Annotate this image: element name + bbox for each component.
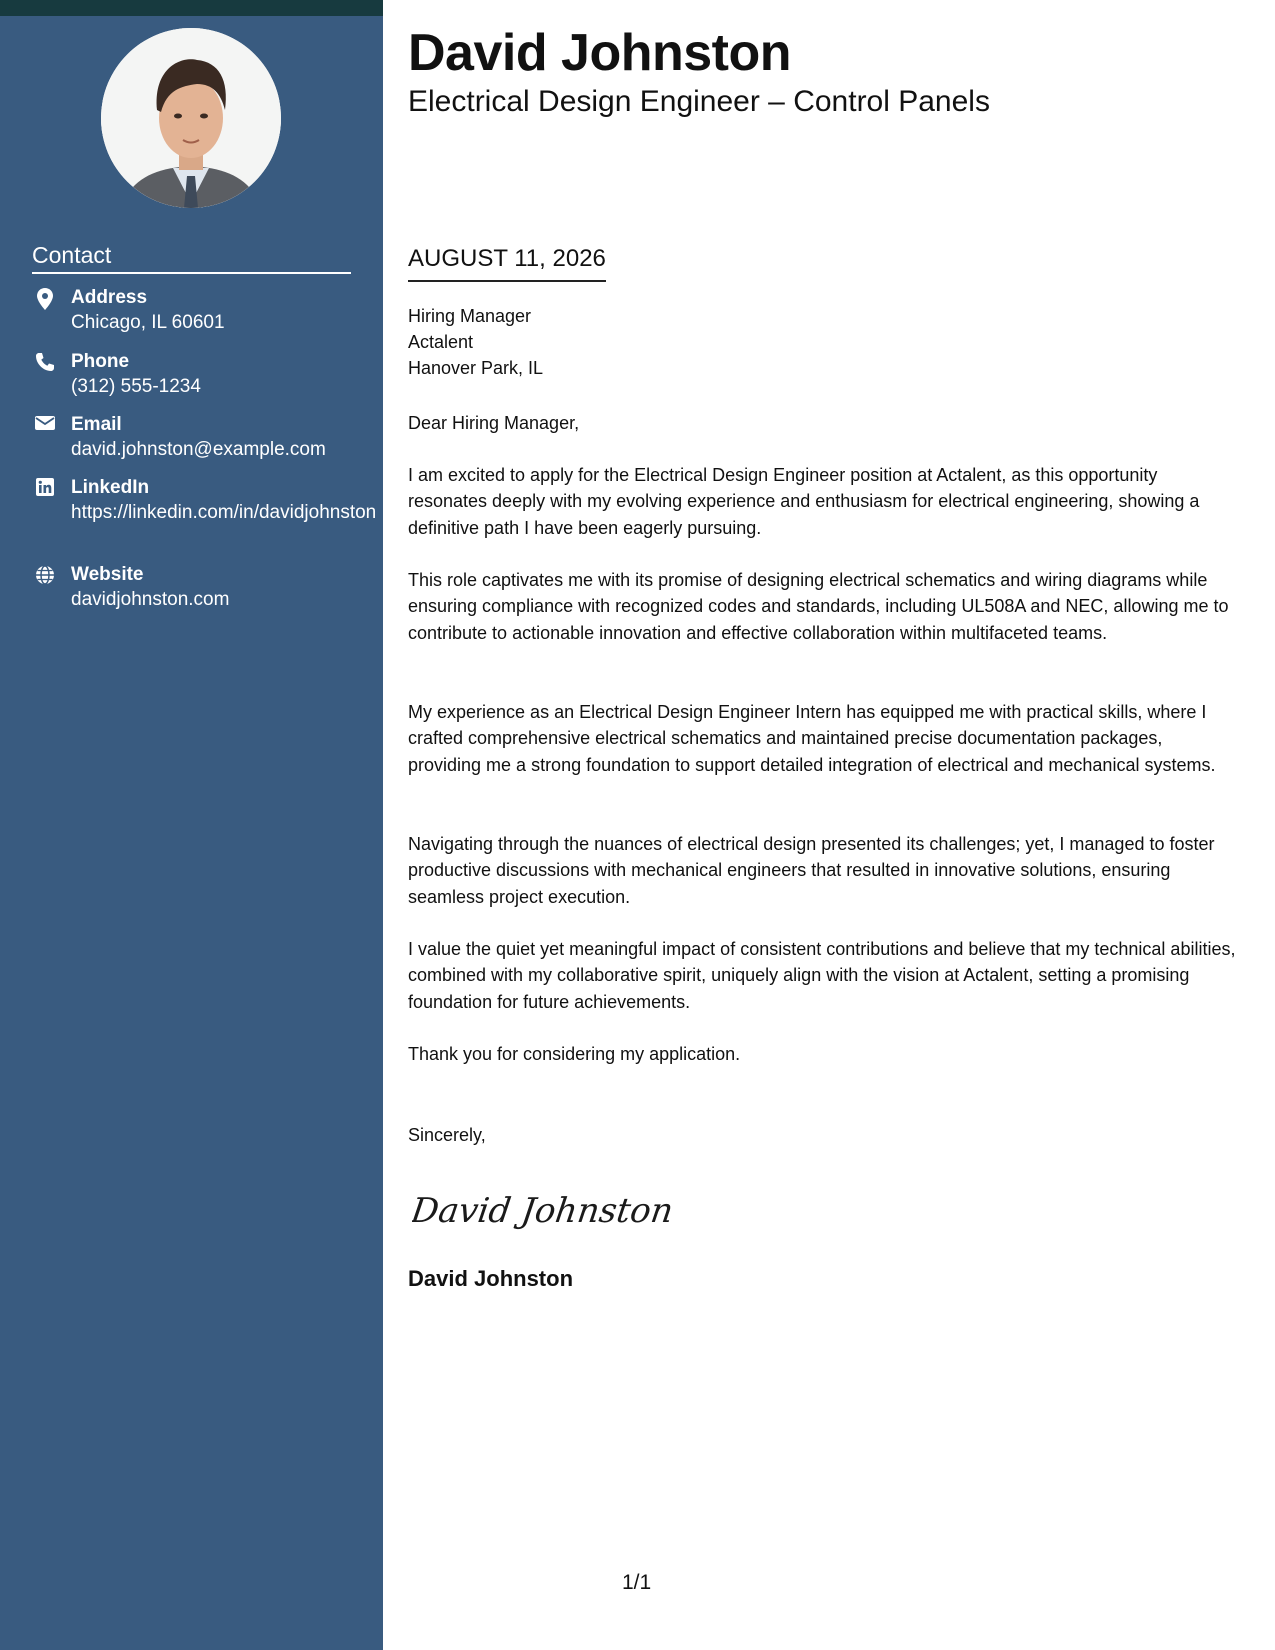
salutation: Dear Hiring Manager,: [408, 413, 580, 433]
globe-icon: [32, 565, 58, 587]
recipient-line: Actalent: [408, 332, 474, 352]
signer-name: David Johnston: [408, 1266, 574, 1291]
contact-value[interactable]: https://linkedin.com/in/davidjohnston: [71, 502, 377, 523]
letter-date: AUGUST 11, 2026: [408, 244, 606, 282]
recipient-line: Hanover Park, IL: [408, 358, 544, 378]
linkedin-icon: [32, 478, 58, 500]
contact-value[interactable]: davidjohnston.com: [71, 589, 230, 610]
body-paragraph: My experience as an Electrical Design Engineer Intern has equipped me with practical skills, where I crafted comprehensive electrical schematics and maintained precise documentation packages, providing me a strong foundation to support detailed integration of electrical and mechanical systems.: [408, 702, 1216, 775]
body-paragraph: Navigating through the nuances of electrical design presented its challenges; yet, I managed to foster productive discussions with mechanical engineers that resulted in innovative solutions, ensuring seamless project execution.: [408, 834, 1215, 907]
sidebar: [0, 0, 383, 1650]
contact-value: david.johnston@example.com: [71, 439, 326, 460]
closing: Sincerely,: [408, 1125, 486, 1145]
applicant-name: David Johnston: [408, 24, 792, 82]
contact-value: (312) 555-1234: [71, 376, 201, 397]
contact-label: Address: [71, 287, 148, 308]
sidebar-top-band: [0, 0, 383, 16]
contact-label: Email: [71, 414, 122, 435]
location-pin-icon: [32, 288, 58, 310]
body-paragraph: I value the quiet yet meaningful impact of consistent contributions and believe that my technical abilities, combined with my collaborative spirit, uniquely align with the vision at Actalent, setting a promising foundation for future achievements.: [408, 939, 1236, 1012]
recipient-block: [408, 303, 543, 381]
body-paragraph: I am excited to apply for the Electrical Design Engineer position at Actalent, as this opportunity resonates deeply with my evolving experience and enthusiasm for electrical engineering, showing a definitive path I have been eagerly pursuing.: [408, 465, 1200, 538]
contact-label: Website: [71, 564, 144, 585]
phone-icon: [32, 352, 58, 374]
avatar: [101, 28, 281, 208]
page-number: 1/1: [622, 1571, 652, 1594]
recipient-line: Hiring Manager: [408, 306, 532, 326]
handwritten-signature: [412, 1178, 672, 1243]
thank-you-line: Thank you for considering my application.: [408, 1044, 741, 1064]
contact-label: Phone: [71, 351, 130, 372]
contact-label: LinkedIn: [71, 477, 150, 498]
body-paragraph: This role captivates me with its promise of designing electrical schematics and wiring diagrams while ensuring compliance with recognized codes and standards, including UL508A and NEC, allowing me to contribute to actionable innovation and effective collaboration within multifaceted teams.: [408, 570, 1229, 643]
contact-value: Chicago, IL 60601: [71, 312, 225, 333]
svg-text:David Johnston: David Johnston: [412, 1191, 672, 1231]
job-title: Electrical Design Engineer – Control Panels: [408, 85, 990, 118]
envelope-icon: [32, 415, 58, 437]
contact-heading: Contact: [32, 241, 351, 274]
